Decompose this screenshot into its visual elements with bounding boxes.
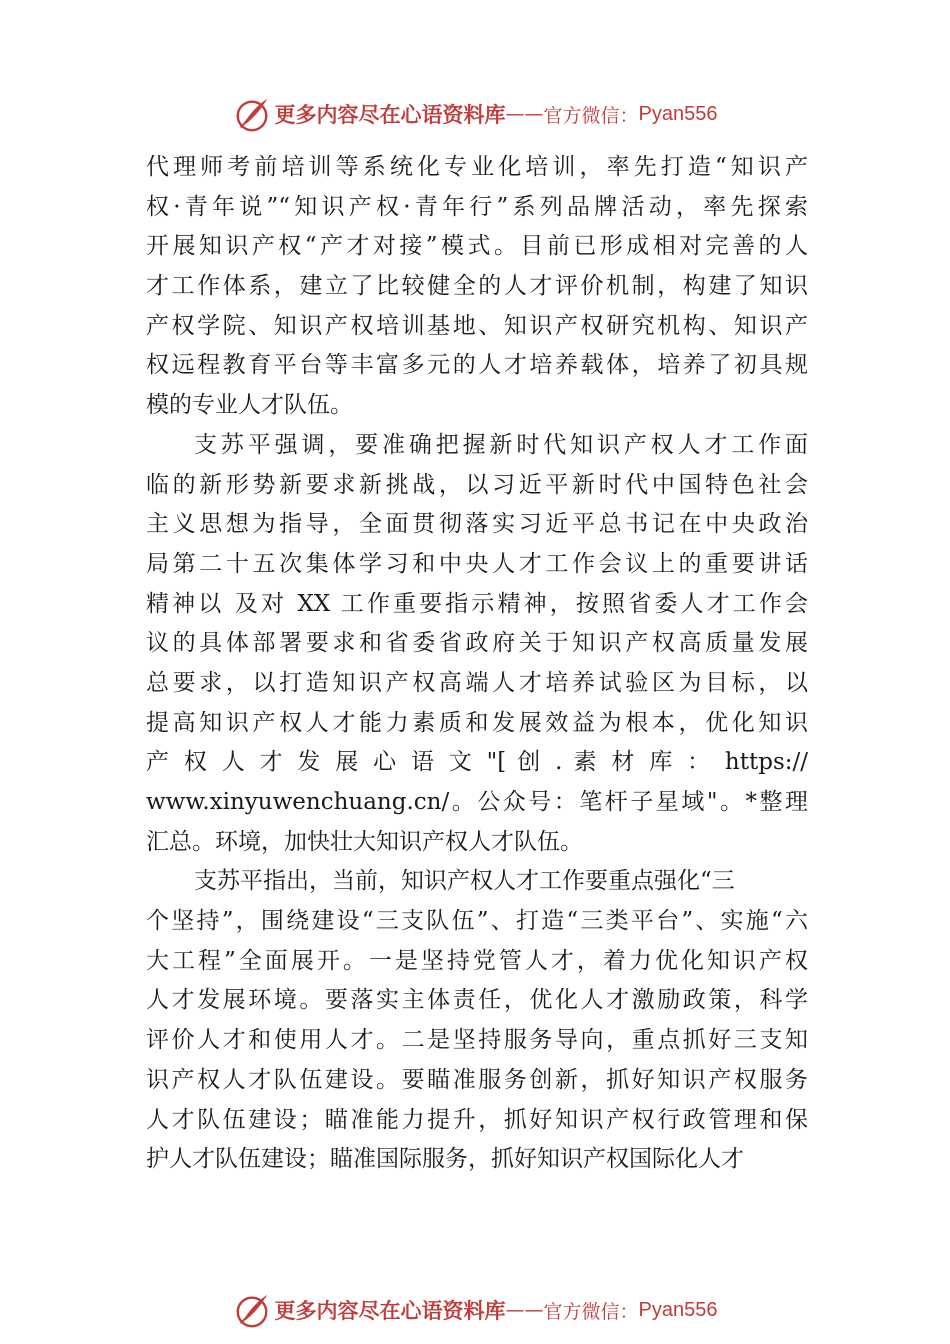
paragraph-2 [146, 426, 808, 863]
paragraph-1 [146, 148, 808, 426]
text-line: 代理师考前培训等系统化专业化培训，率先打造“知识产 [146, 154, 808, 180]
text-line: www.xinyuwenchuang.cn/。公众号：笔杆子星域"。*整理 [146, 789, 808, 815]
text-line: 议的具体部署要求和省委省政府关于知识产权高质量发展 [146, 630, 808, 657]
text-line: 产权学院、知识产权培训基地、知识产权研究机构、知识产 [146, 312, 808, 339]
text-line: 汇总。环境，加快壮大知识产权人才队伍。 [146, 828, 583, 855]
text-line: 模的专业人才队伍。 [146, 392, 353, 419]
text-line: 评价人才和使用人才。二是坚持服务导向，重点抓好三支知 [146, 1027, 808, 1054]
document-body [146, 148, 808, 1180]
text-line: 人才队伍建设；瞄准能力提升，抓好知识产权行政管理和保 [146, 1106, 808, 1133]
text-line: 精神以 及对 XX 工作重要指示精神，按照省委人才工作会 [146, 590, 808, 617]
text-line: 识产权人才队伍建设。要瞄准服务创新，抓好知识产权服务 [146, 1066, 808, 1093]
text-line: 主义思想为指导，全面贯彻落实习近平总书记在中央政治 [146, 511, 808, 538]
text-line: 支苏平指出，当前，知识产权人才工作要重点强化“三 [194, 868, 735, 895]
text-line: 大工程”全面展开。一是坚持党管人才，着力优化知识产权 [146, 947, 808, 974]
text-line: 才工作体系，建立了比较健全的人才评价机制，构建了知识 [146, 273, 808, 300]
text-line: 临的新形势新要求新挑战，以习近平新时代中国特色社会 [146, 471, 808, 498]
text-line: 局第二十五次集体学习和中央人才工作会议上的重要讲话 [146, 550, 808, 577]
text-line: 人才发展环境。要落实主体责任，优化人才激励政策，科学 [146, 987, 808, 1014]
quill-logo-icon [233, 1291, 271, 1329]
text-line: 产 权 人 才 发 展 心 语 文 "[ 创 . 素 材 库 ： https:// [146, 749, 808, 776]
header-dash: —— [505, 103, 544, 125]
quill-logo-icon [233, 95, 271, 133]
footer-banner [0, 1290, 950, 1330]
text-line: 个坚持”，围绕建设“三支队伍”、打造“三类平台”、实施“六 [146, 908, 808, 935]
header-banner [0, 94, 950, 134]
text-line: 提高知识产权人才能力素质和发展效益为根本，优化知识 [146, 709, 808, 736]
text-line: 支苏平强调，要准确把握新时代知识产权人才工作面 [194, 431, 808, 458]
header-wechat-id: Pyan556 [638, 102, 718, 125]
text-line: 权·青年说”“知识产权·青年行”系列品牌活动，率先探索 [146, 193, 808, 220]
text-line: 总要求，以打造知识产权高端人才培养试验区为目标，以 [146, 669, 808, 696]
text-line: 开展知识产权“产才对接”模式。目前已形成相对完善的人 [146, 233, 808, 260]
text-line: 权远程教育平台等丰富多元的人才培养载体，培养了初具规 [146, 352, 808, 379]
paragraph-3 [146, 862, 808, 1180]
footer-dash: —— [505, 1299, 544, 1321]
footer-wechat-label: 官方微信： [543, 1300, 639, 1323]
header-wechat-label: 官方微信： [543, 104, 639, 127]
header-slogan: 更多内容尽在心语资料库 [274, 102, 506, 127]
text-line: 护人才队伍建设；瞄准国际服务，抓好知识产权国际化人才 [146, 1146, 744, 1173]
footer-wechat-id: Pyan556 [638, 1298, 718, 1321]
footer-slogan: 更多内容尽在心语资料库 [274, 1298, 506, 1323]
